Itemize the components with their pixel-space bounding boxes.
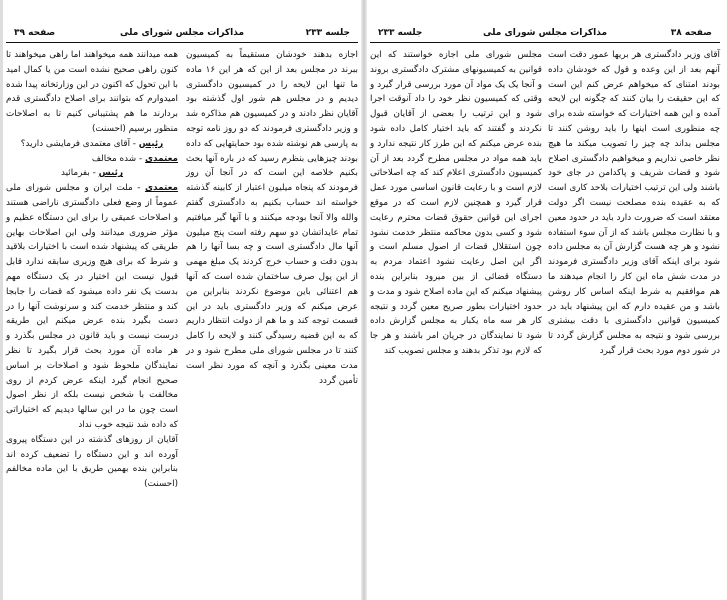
right-page [370,26,720,594]
page-number: صفحه ۳۸ [670,28,712,38]
page-number: صفحه ۳۹ [14,28,56,38]
text-column [370,48,542,359]
paragraph [370,48,542,359]
session-number: جلسه ۲۳۳ [378,28,423,38]
paragraph [6,433,178,492]
paragraph-text: آقای معتمدی فرمایشی دارید؟ [20,138,131,149]
paragraph [548,48,720,359]
paragraph-text: مجلس شورای ملی اجازه خواستند که این قوانین به کمیسیونهای مشترک دادگستری بروند و آنجا یک یک مواد آن مورد بررسی قرار گیرد و وقتی که کمیسیون نظر خود را داد آنوقت اجرا شود و این ترتیب را بعضی از آقایان قبول نکردند و گفتند که باید اختیار کامل داده شود بنده عرض میکنم که این طرز کار نتیجه ندارد و باید همه مواد در مجلس مطرح گردد بعد از آن کمیسیون دادگستری اعلام کند که چه اصلاحاتی لازم است و با رعایت قانون اساسی مورد عمل قرار گیرد و همچنین لازم است که در موقع اجرای این قوانین حقوق قضات محترم رعایت شود و کسی بدون محاکمه منتظر خدمت نشود چون استقلال قضات از اصول مسلم است و اگر این اصل رعایت نشود اعتماد مردم به دستگاه قضائی از بین میرود بنابراین بنده پیشنهاد میکنم که این ماده اصلاح شود و مدت و حدود اختیارات بطور صریح معین گردد و نتیجه کار هر سه ماه یکبار به مجلس گزارش داده شود تا نمایندگان در جریان امر باشند و هر جا که لازم بود تذکر بدهند و مجلس تصویب کند [370,50,542,356]
paragraph: معتمدی - ملت ایران و مجلس شورای ملی عموماً از وضع فعلی دادگستری ناراضی هستند و اصلاحات عمیقی را برای این دستگاه عظیم و مؤثر ضروری میدانند ولی این اصلاحات بهاین طریقی که پیشنهاد شده است با اختیارات بلاقید و شرط که برای هیچ وزیری سابقه ندارد قابل قبول نیست این اختیار در یک دستگاه مهم بدست یک نفر داده میشود که قضات را جابجا کند و منتظر خدمت کند و سرنوشت آنها را در دست بگیرد بنده عرض میکنم این طریقه درست نیست و باید قانون در مجلس بگذرد و هر ماده آن مورد بحث قرار بگیرد تا نظر نمایندگان ملحوظ شود و اصلاحات بر اساس صحیح انجام گیرد اینکه عرض کردم از روی مخالفت با شخص نیست بلکه از نظر اصول است چون ما در این سالها دیدیم که اختیاراتی که داده شد نتیجه خوب نداد [6,183,178,430]
paragraph: رئیس - بفرمائید [60,168,124,179]
paragraph-text: آقایان از روزهای گذشته در این دستگاه پیروی آورده اند و این دستگاه را تضعیف کرده اند بنابراین بنده بهمین طریق با این ماده مخالفم (احسنت) [6,434,178,490]
page-header [370,26,720,43]
running-title: مذاکرات مجلس شورای ملی [482,28,608,38]
paragraph-text: همه میدانند همه میخواهند اما راهی میخواهند تا کنون راهی صحیح نشده است من یا کمال امید با این تحول که اکنون در این وزارتخانه پیدا شده امیدوارم که بتوانند برای اصلاح دادگستری قدم بردارند ما هم پشتیبانی کنیم تا به اصلاحات منظور برسیم (احسنت) [6,50,178,134]
paragraph: معتمدی - شده مخالف [91,153,178,164]
speaker-name: رئیس [138,138,164,149]
paragraph-text: آقای وزیر دادگستری هر بریها عمور دقت است آنهم بعد از این وعده و قول که خودشان داده بودند امتنای که میخواهم عرض کنم این است که این حقیقت را بیان کنند که چگونه این لایحه آمده و این همه اختیارات که خواسته شده برای چه منظوری است اینها را باید روشن کنند تا مجلس بداند چه چیز را تصویب میکند ما هیچ نظر خاصی نداریم و میخواهیم دادگستری اصلاح شود و قضات شریف و پاکدامن در جای خود باشند ولی این ترتیب اختیارات بلاحد کاری است که به عقیده بنده مصلحت نیست اگر دولت معتقد است که ضرورت دارد باید در حدود معین و با نظارت مجلس باشد که از آن سوء استفاده نشود و هر چه هست گزارش آن به مجلس داده شود برای اینکه آقای وزیر دادگستری فرمودند در مدت شش ماه این کار را انجام میدهند ما هم موافقیم به شرط اینکه اساس کار روشن باشد و من عقیده دارم که این پیشنهاد باید در کمیسیون قوانین دادگستری با دقت بیشتری بررسی شود و نتیجه به مجلس گزارش گردد تا در شور دوم مورد بحث قرار گیرد [548,50,720,356]
text-columns [370,48,720,594]
running-title: مذاکرات مجلس شورای ملی [119,28,245,38]
text-column [548,48,720,359]
left-page [6,26,358,594]
book-spine [361,0,367,600]
paragraph-text: شده مخالف [91,153,137,164]
text-columns [6,48,358,594]
text-column [6,48,178,492]
speaker-name: معتمدی [144,153,178,164]
paragraph-text: ملت ایران و مجلس شورای ملی عموماً از وضع فعلی دادگستری ناراضی هستند و اصلاحات عمیقی را برای این دستگاه عظیم و مؤثر ضروری میدانند ولی این اصلاحات بهاین طریقی که پیشنهاد شده است با اختیارات بلاقید و شرط که برای هیچ وزیری سابقه ندارد قابل قبول نیست این اختیار در یک دستگاه مهم بدست یک نفر داده میشود که قضات را جابجا کند و منتظر خدمت کند و سرنوشت آنها را در دست بگیرد بنده عرض میکنم این طریقه درست نیست و باید قانون در مجلس بگذرد و هر ماده آن مورد بحث قرار بگیرد تا نظر نمایندگان ملحوظ شود و اصلاحات بر اساس صحیح انجام گیرد اینکه عرض کردم از روی مخالفت با شخص نیست بلکه از نظر اصول است چون ما در این سالها دیدیم که اختیاراتی که داده شد نتیجه خوب نداد [6,183,178,430]
scan-edge [0,0,3,600]
paragraph-text: بفرمائید [60,168,90,179]
speaker-name: رئیس [98,168,124,179]
speaker-name: معتمدی [144,183,178,194]
paragraph [186,48,358,388]
page-header [6,26,358,43]
session-number: جلسه ۲۳۳ [305,28,350,38]
paragraph-text: اجازه بدهند خودشان مستقیماً به کمیسیون ببرند در مجلس بعد از این که هر این ۱۶ ماده ما تنها این لایحه را در کمیسیون دادگستری دیدیم و در مجلس هم شور اول گذشته بود آقایان نظر دادند و در کمیسیون هم مذاکره شد و وزیر دادگستری فرمودند که دو روز نامه توجه به پارسی هم نوشته شده بود حمایتهایی که داده بودند چیزهایی بنظرم رسید که در باره آنها بحث بکنیم خلاصه این است که در آنجا آن روز فرمودند که پنجاه میلیون اعتبار از کابینه گذشته خواسته اند حساب بکنیم به دادگستری گفتم والله والا آنجا بودجه میکنند و با آنها گیر میافتیم تمام عایداتشان دو سهم رفته است پنج میلیون آنها مال دادگستری است و چه بسا آنها را هم بدون دقت و حساب خرج کردند یک مبلغ مهمی از این پول صرف ساختمان شده است که آنها هم اعتنائی باین موضوع نکردند بنابراین من عرض میکنم که وزیر دادگستری باید در این قسمت توجه کند و ما هم از دولت انتظار داریم که به این قضیه رسیدگی کنند و لایحه را کامل کنند تا در مجلس شورای ملی مطرح شود و در مدت معینی بگذرد و آنچه که مورد نظر است تأمین گردد [186,50,358,386]
paragraph [6,48,178,137]
text-column [186,48,358,388]
paragraph: رئیس - آقای معتمدی فرمایشی دارید؟ [20,138,164,149]
